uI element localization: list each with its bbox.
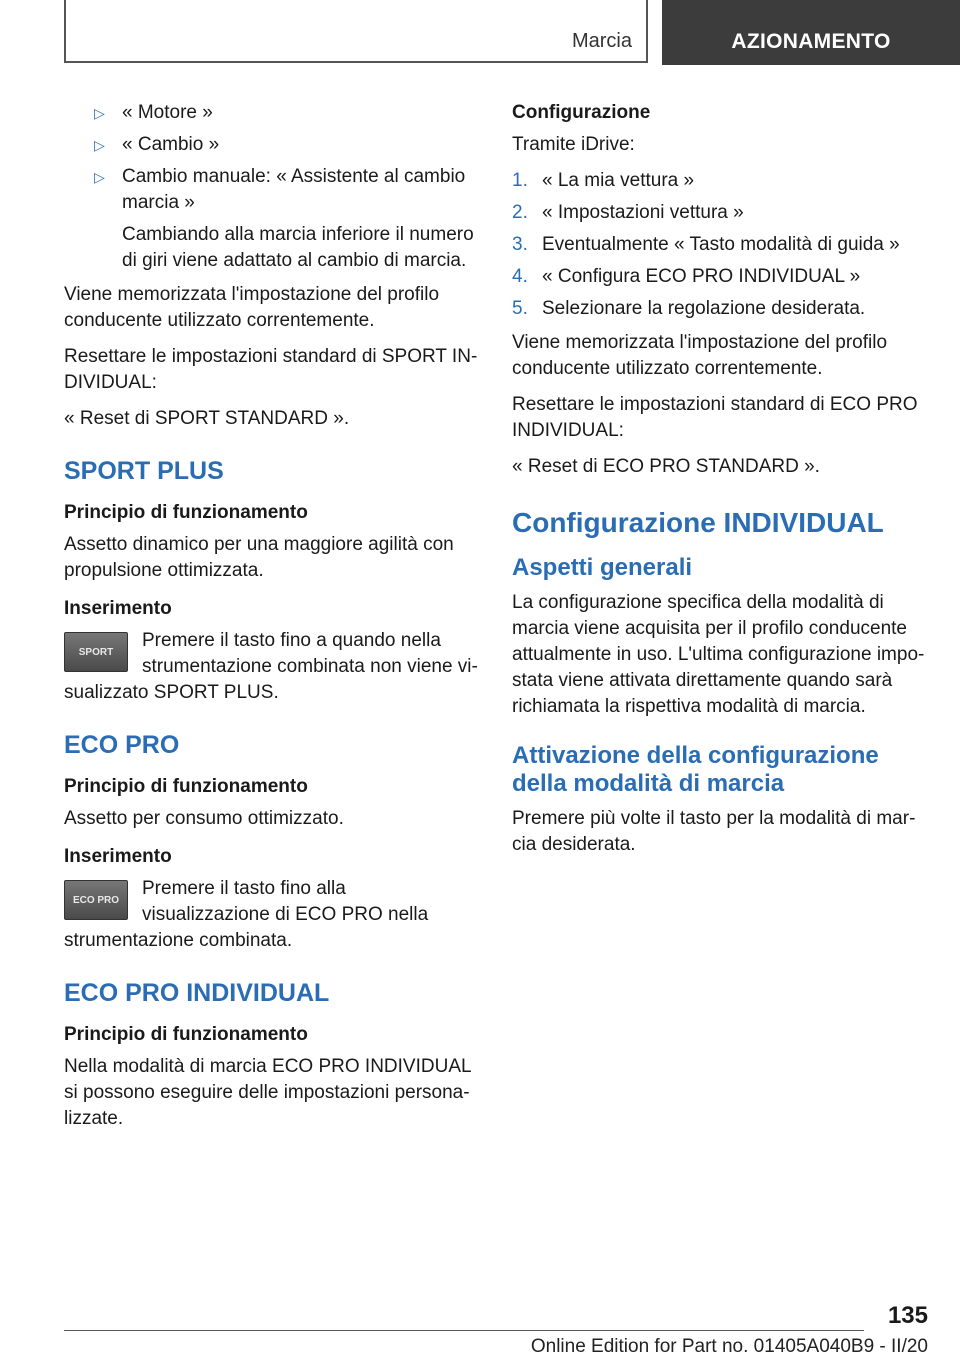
list-item: 3. Eventualmente « Tasto modalità di guida » <box>512 232 928 258</box>
list-item-note: Cambiando alla marcia inferiore il numero di giri viene adattato al cambio di marcia. <box>122 224 474 271</box>
paragraph: Viene memorizzata l'impostazione del profilo conducente utilizzato correntemente. <box>64 284 440 331</box>
step-number: 5. <box>512 298 528 319</box>
step-number: 1. <box>512 170 528 191</box>
header-section-title: Marcia <box>571 30 632 52</box>
step-number: 2. <box>512 202 528 223</box>
edition-note: Online Edition for Part no. 01405A040B9 - II/20 <box>530 1336 928 1357</box>
sport-button-icon: SPORT <box>64 632 128 672</box>
triangle-bullet-icon: ▷ <box>94 137 105 153</box>
subheading-principle: Principio di funzionamento <box>64 1024 308 1045</box>
paragraph: Assetto dinamico per una maggiore agilità con propulsione ottimizzata. <box>64 534 454 581</box>
step-number: 3. <box>512 234 528 255</box>
insert-instruction <box>64 876 478 954</box>
list-item: 1. « La mia vettura » <box>512 168 928 194</box>
subheading-principle: Principio di funzionamento <box>64 776 308 797</box>
paragraph: Premere il tasto fino alla visualizzazione di ECO PRO nella strumentazione combinata. <box>64 878 429 951</box>
paragraph: Assetto per consumo ottimizzato. <box>64 808 344 829</box>
paragraph: « Reset di ECO PRO STANDARD ». <box>512 456 820 477</box>
list-item: ▷ « Motore » <box>64 100 478 126</box>
paragraph: Resettare le impostazioni standard di ECO PRO INDIVIDUAL: <box>512 394 918 441</box>
subheading-insert: Inserimento <box>64 598 172 619</box>
subheading-insert: Inserimento <box>64 846 172 867</box>
paragraph: Tramite iDrive: <box>512 134 635 155</box>
page-number: 135 <box>887 1302 928 1329</box>
header-section-box <box>64 0 648 63</box>
heading-eco-pro: ECO PRO <box>64 731 180 759</box>
eco-pro-button-icon: ECO PRO <box>64 880 128 920</box>
steps-list <box>512 168 928 322</box>
left-column <box>64 100 478 1142</box>
insert-instruction <box>64 628 478 706</box>
right-column <box>512 100 928 868</box>
paragraph: Premere più volte il tasto per la modalità di marcia desiderata. <box>512 808 916 855</box>
footer-divider <box>64 1330 864 1331</box>
menu-bullet-list <box>64 100 478 274</box>
heading-eco-pro-individual: ECO PRO INDIVIDUAL <box>64 979 330 1007</box>
paragraph: La configurazione specifica della modalità di marcia viene acquisita per il profilo conducente attualmente in uso. L'ultima configurazione impostata viene attivata direttamente quando sarà richiamata la rispettiva modalità di marcia. <box>512 592 925 717</box>
paragraph: Nella modalità di marcia ECO PRO INDIVIDUAL si possono eseguire delle impostazioni personalizzate. <box>64 1056 471 1129</box>
paragraph: Viene memorizzata l'impostazione del profilo conducente utilizzato correntemente. <box>512 332 888 379</box>
list-item: 2. « Impostazioni vettura » <box>512 200 928 226</box>
paragraph: Resettare le impostazioni standard di SPORT INDIVIDUAL: <box>64 346 478 393</box>
heading-activation: Attivazione della configurazione della modalità di marcia <box>512 742 879 797</box>
paragraph: Premere il tasto fino a quando nella strumentazione combinata non viene visualizzato SPORT PLUS. <box>64 630 478 703</box>
heading-configuration-individual: Configurazione INDIVIDUAL <box>512 507 884 538</box>
subheading-configuration: Configurazione <box>512 102 651 123</box>
triangle-bullet-icon: ▷ <box>94 169 105 185</box>
triangle-bullet-icon: ▷ <box>94 105 105 121</box>
list-item: 5. Selezionare la regolazione desiderata. <box>512 296 928 322</box>
list-item: ▷ « Cambio » <box>64 132 478 158</box>
heading-general-aspects: Aspetti generali <box>512 554 693 581</box>
heading-sport-plus: SPORT PLUS <box>64 457 224 485</box>
subheading-principle: Principio di funzionamento <box>64 502 308 523</box>
paragraph: « Reset di SPORT STANDARD ». <box>64 408 350 429</box>
list-item: 4. « Configura ECO PRO INDIVIDUAL » <box>512 264 928 290</box>
header-chapter-tab: AZIONAMENTO <box>662 0 960 65</box>
step-number: 4. <box>512 266 528 287</box>
list-item: ▷ Cambio manuale: « Assistente al cambio marcia » Cambiando alla marcia inferiore il numero di giri viene adattato al cambio di marcia. <box>64 164 478 274</box>
